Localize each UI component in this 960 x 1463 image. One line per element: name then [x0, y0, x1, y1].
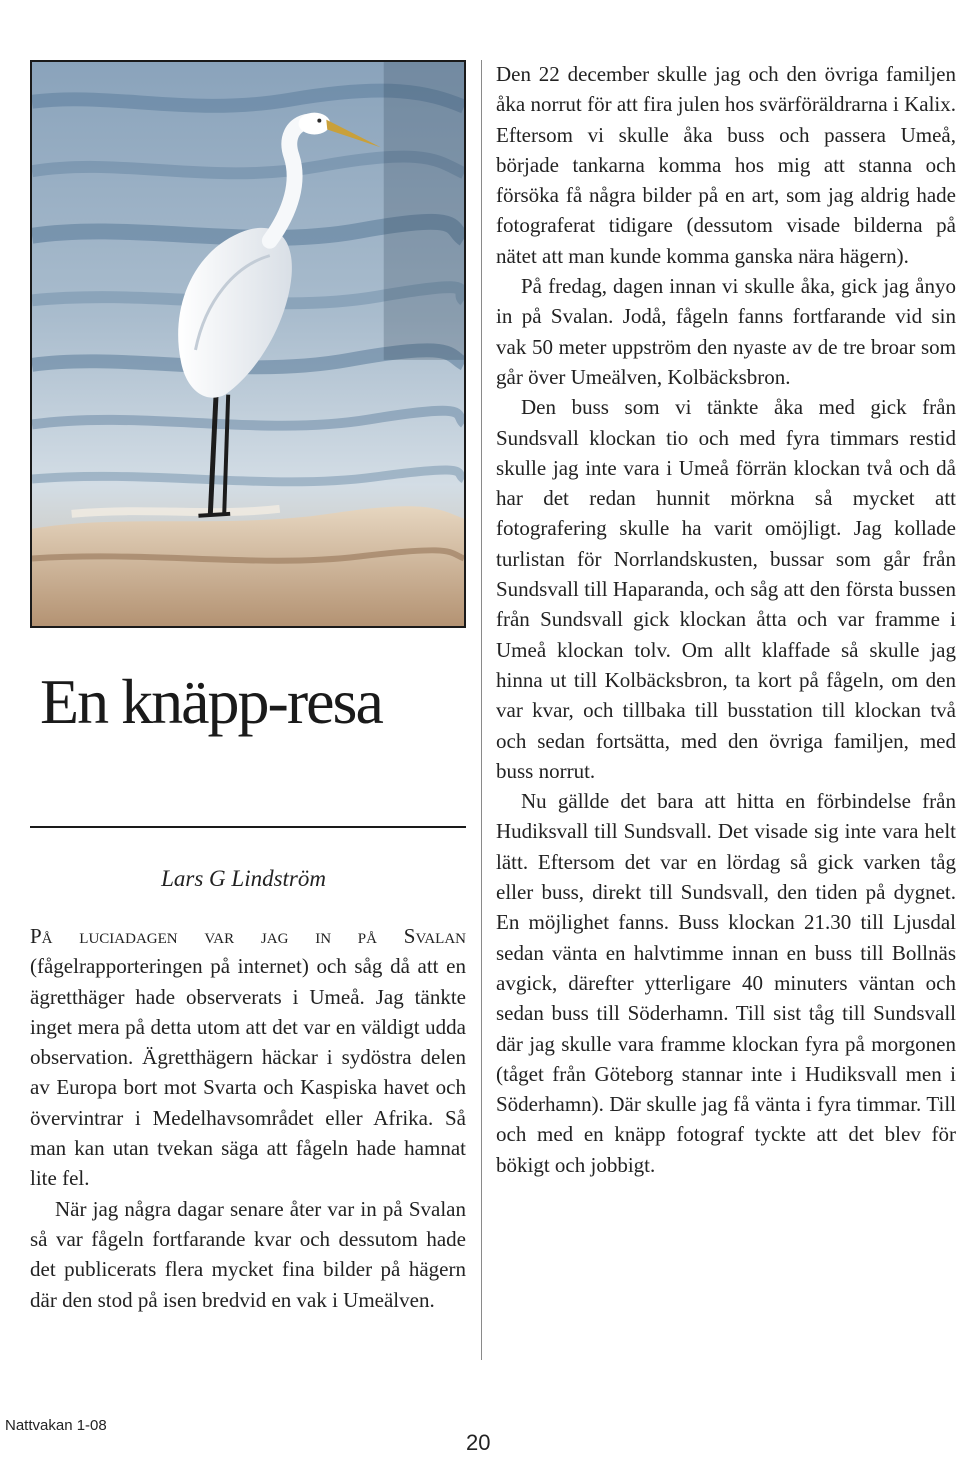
publication-footer: Nattvakan 1-08 [5, 1417, 107, 1434]
egret-photo [30, 60, 466, 628]
paragraph: Nu gällde det bara att hitta en förbindelse från Hudiksvall till Sundsvall. Det visade sig inte vara helt lätt. Eftersom det var en lördag så gick varken tåg eller buss, direkt till Sundsvall, den tiden på dygnet. En möjlighet fanns. Buss klockan 21.30 till Ljusdal sedan vänta en halvtimme innan en buss till Bollnäs avgick, därefter ytterligare 40 minuters väntan och sedan buss till Söderhamn. Till sist tåg till Sundsvall där jag skulle vara framme klockan fyra på morgonen (tåget från Göteborg stannar inte i Hudiksvall men i Söderhamn). Där skulle jag få vänta i fyra timmar. Till och med en knäpp fotograf tyckte att det blev för bökigt och jobbigt. [496, 789, 956, 1177]
lead-text: (fågelrapporteringen på internet) och såg då att en ägretthäger hade observerats i Umeå. Jag tänkte inget mera på detta utom att det var en väldigt udda observation. Ägretthägern häckar i sydöstra delen av Europa bort mot Svarta och Kaspiska havet och övervintrar i Medelhavsområdet eller Afrika. Så man kan utan tvekan säga att fågeln hade hamnat lite fel. [30, 954, 466, 1191]
paragraph: Den buss som vi tänkte åka med gick från Sundsvall klockan tio och med fyra timmars restid skulle jag inte vara i Umeå förrän klockan två och då har det redan hunnit mörkna så mycket att fotografering skulle ha varit omöjligt. Jag kollade turlistan för Norrlandskusten, bussar som går från Sundsvall till Haparanda, och såg att den första bussen från Sundsvall gick klockan åtta och var framme i Umeå klockan tolv. Om allt klaffade så skulle jag hinna ut till Kolbäcksbron, ta kort på fågeln, om den var kvar, och tillbaka till busstation till klockan två och sedan fortsätta, med den övriga familjen, med buss norrut. [496, 395, 956, 783]
right-column [496, 59, 956, 1180]
paragraph: På fredag, dagen innan vi skulle åka, gick jag ånyo in på Svalan. Jodå, fågeln fanns fortfarande vid sin vak 50 meter uppström den nyaste av de tre broar som går över Umeälven, Kolbäcksbron. [496, 274, 956, 389]
paragraph: Den 22 december skulle jag och den övriga familjen åka norrut för att fira julen hos svärföräldrarna i Kalix. Eftersom vi skulle åka buss och passera Umeå, började tankarna komma hos mig att stanna och försöka få några bilder på en art, som jag aldrig hade fotograferat tidigare (dessutom visade bilderna på nätet att man kunde komma ganska nära hägern). [496, 62, 956, 268]
paragraph: När jag några dagar senare åter var in på Svalan så var fågeln fortfarande kvar och dessutom hade det publicerats flera mycket fina bilder på hägern där den stod på isen bredvid en vak i Umeälven. [30, 1196, 466, 1312]
article-author: Lars G Lindström [161, 866, 326, 891]
page-number: 20 [466, 1430, 491, 1455]
lead-smallcaps: På luciadagen var jag in på Svalan [30, 924, 466, 948]
lead-paragraph [30, 921, 466, 1194]
title-divider [30, 826, 466, 828]
left-column [30, 921, 466, 1315]
article-title: En knäpp-resa [40, 666, 382, 737]
column-separator [481, 60, 482, 1360]
